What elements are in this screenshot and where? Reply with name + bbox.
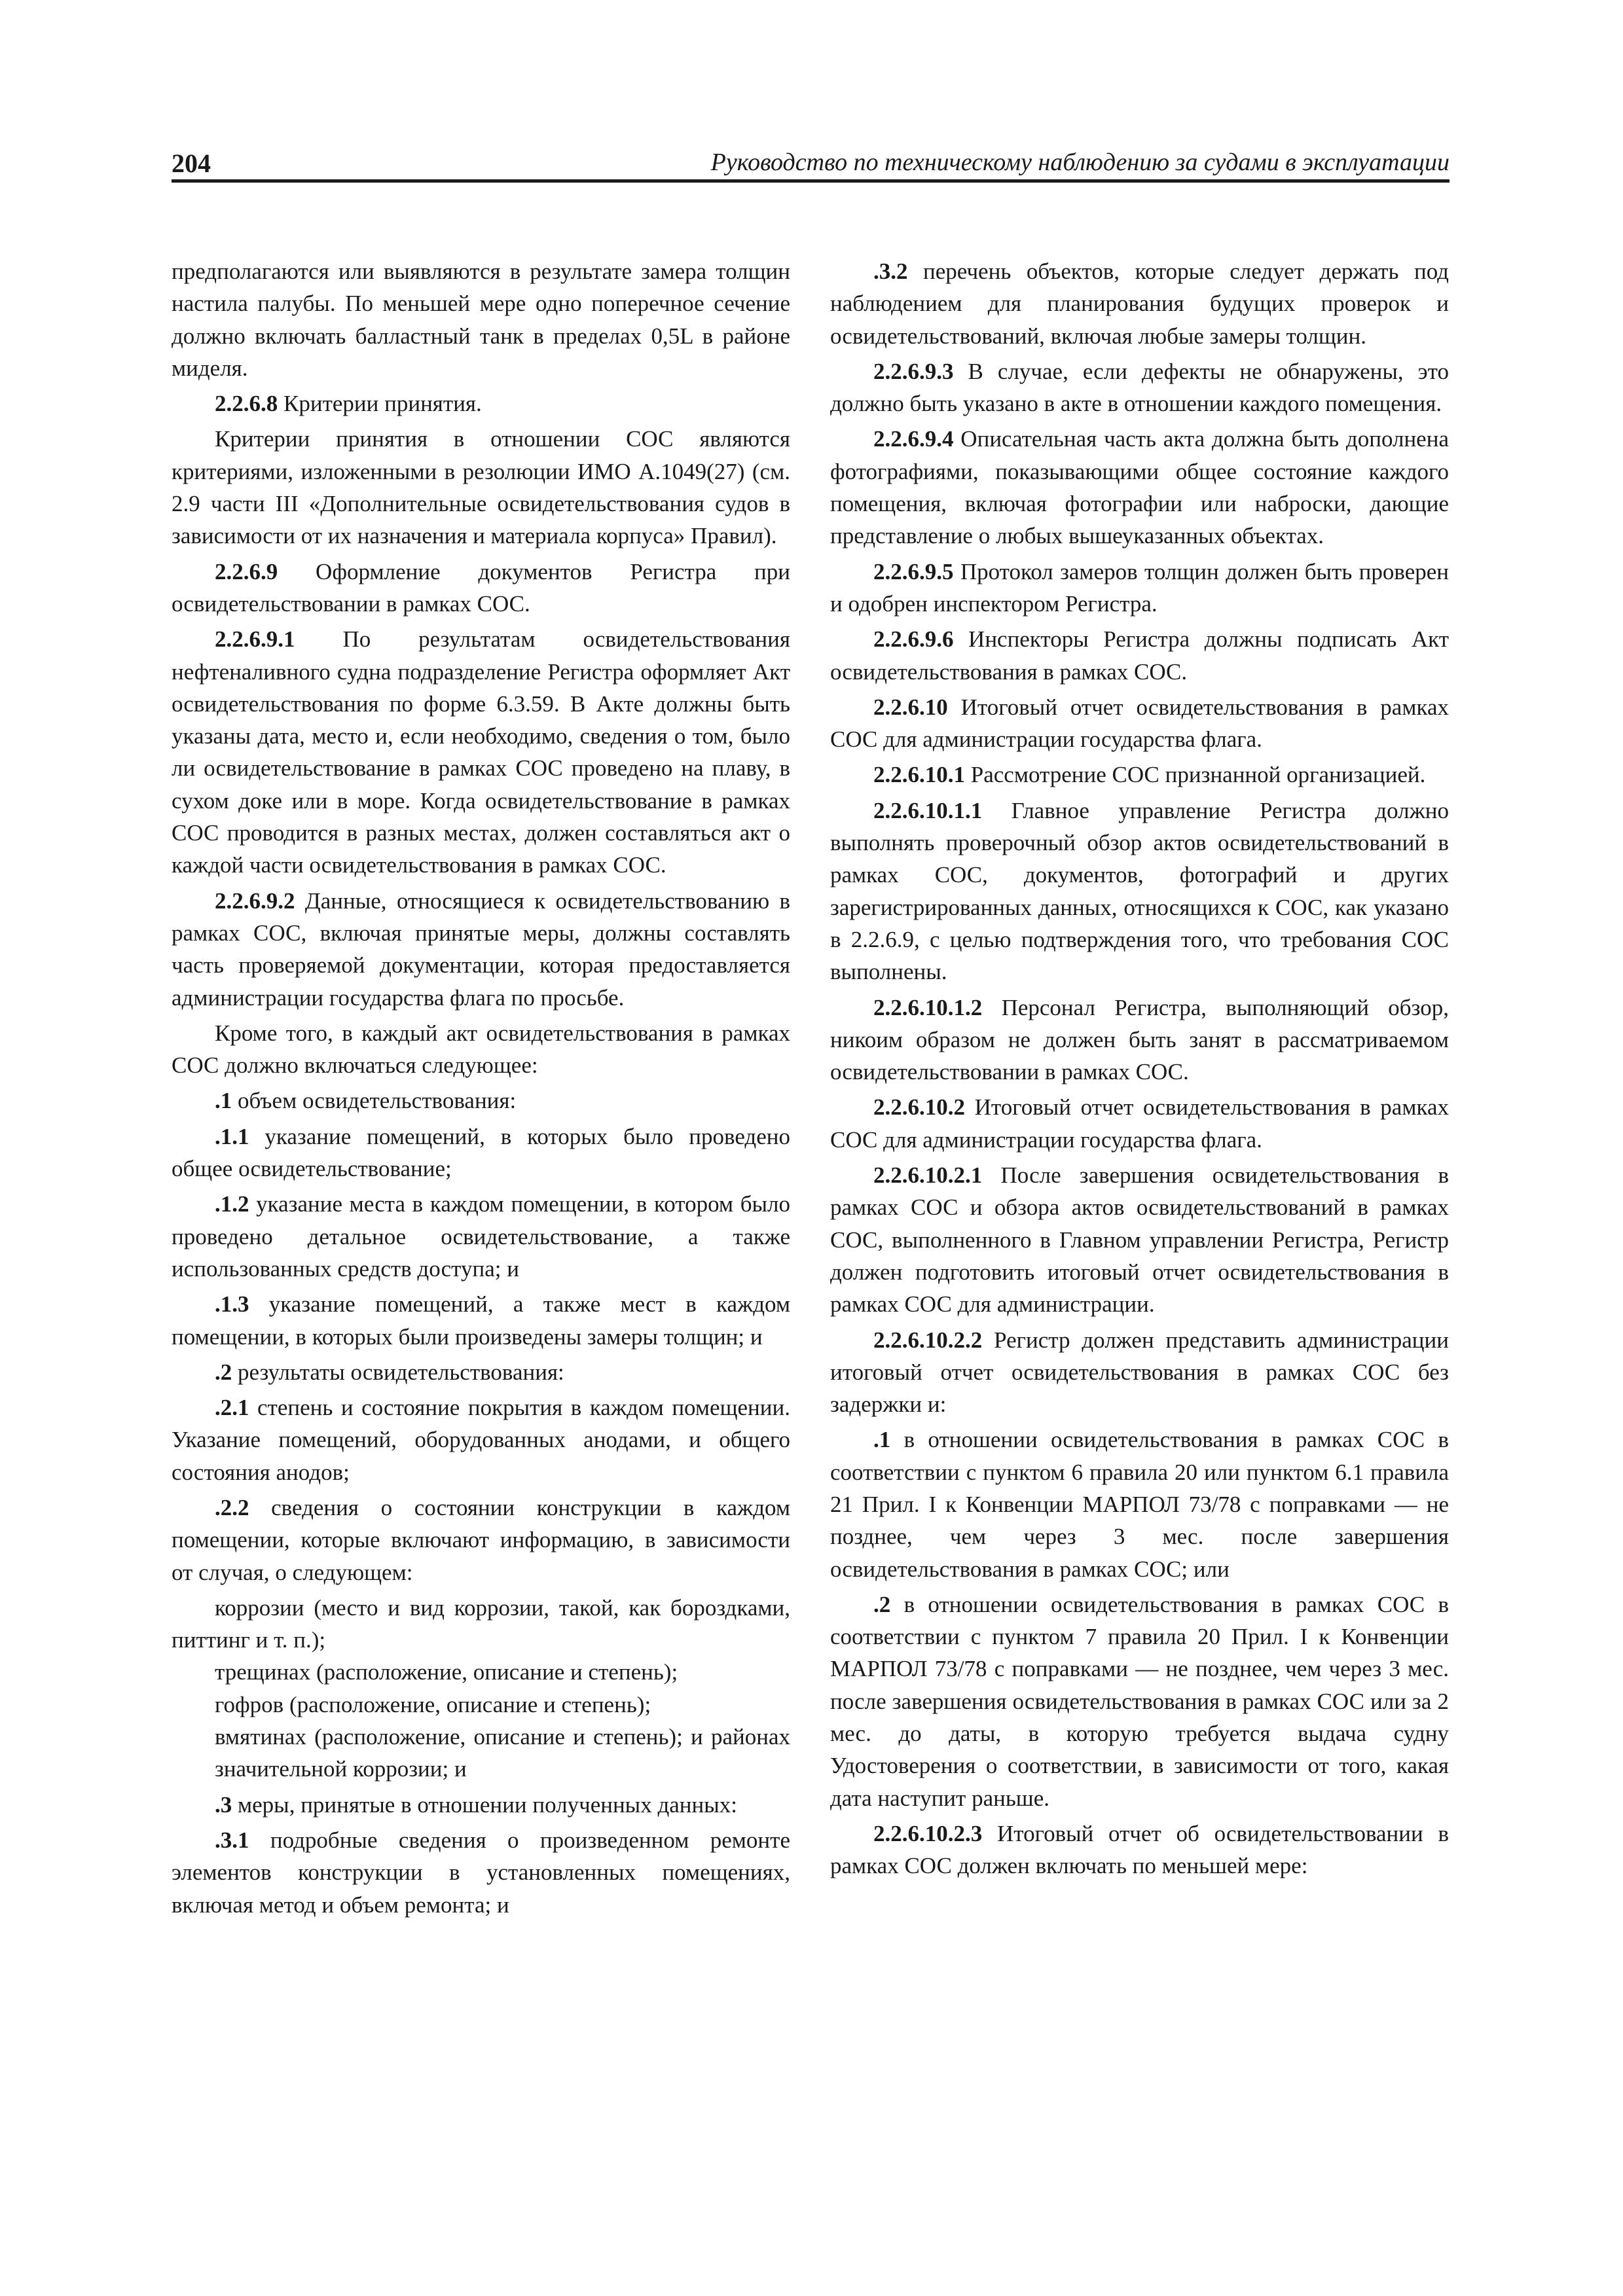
item-text: трещинах (расположение, описание и степень);	[215, 1659, 678, 1685]
paragraph	[830, 556, 1449, 620]
clause-number: 2.2.6.10.2.3	[873, 1820, 983, 1846]
list-item	[172, 1592, 790, 1657]
list-item	[172, 1824, 790, 1921]
paragraph-text: Критерии принятия.	[278, 391, 482, 417]
list-item	[172, 1188, 790, 1285]
running-title: Руководство по техническому наблюдению за судами в эксплуатации	[710, 149, 1450, 176]
item-number: .3.2	[873, 259, 908, 284]
paragraph-text: Итоговый отчет освидетельствования в рамках СОС для администрации государства флага.	[830, 1094, 1449, 1153]
list-item	[172, 1356, 790, 1388]
item-text: вмятинах (расположение, описание и степень); и районах значительной коррозии; и	[215, 1724, 790, 1782]
paragraph	[172, 1017, 790, 1082]
item-text: степень и состояние покрытия в каждом помещении. Указание помещений, оборудованных анодами, и общего состояния анодов;	[172, 1395, 790, 1485]
paragraph-text: Регистр должен представить администрации итоговый отчет освидетельствования в рамках СОС без задержки и:	[830, 1327, 1449, 1418]
paragraph-text: Рассмотрение СОС признанной организацией.	[965, 762, 1426, 788]
paragraph	[830, 1159, 1449, 1320]
item-number: .2	[215, 1359, 232, 1385]
item-text: подробные сведения о произведенном ремонте элементов конструкции в установленных помещениях, включая метод и объем ремонта; и	[172, 1827, 790, 1918]
right-column	[830, 255, 1449, 1882]
clause-number: 2.2.6.9	[215, 558, 278, 584]
clause-number: 2.2.6.9.4	[873, 426, 954, 452]
item-number: .3	[215, 1791, 232, 1818]
item-number: .1.1	[215, 1123, 249, 1149]
list-item	[830, 1424, 1449, 1585]
paragraph	[830, 691, 1449, 756]
item-text: указание места в каждом помещении, в котором было проведено детальное освидетельствование, а также использованных средств доступа; и	[172, 1191, 790, 1282]
list-item	[830, 1588, 1449, 1814]
paragraph	[830, 355, 1449, 420]
paragraph-text: Критерии принятия в отношении СОС являются критериями, изложенными в резолюции ИМО А.1049(27) (см. 2.9 части III «Дополнительные освидетельствования судов в зависимости от их назначения и материала корпуса» Правил).	[172, 426, 790, 549]
clause-number: 2.2.6.10.1	[873, 762, 965, 788]
page-number: 204	[172, 149, 211, 178]
list-item	[172, 1288, 790, 1353]
item-text: коррозии (место и вид коррозии, такой, как бороздками, питтинг и т. п.);	[172, 1594, 790, 1653]
paragraph	[830, 795, 1449, 988]
paragraph	[830, 759, 1449, 791]
list-item	[172, 1085, 790, 1117]
item-number: .2.2	[215, 1494, 249, 1520]
item-number: .1	[873, 1427, 891, 1453]
paragraph	[830, 992, 1449, 1088]
clause-number: 2.2.6.10.1.1	[873, 797, 983, 823]
item-text: перечень объектов, которые следует держать под наблюдением для планирования будущих проверок и освидетельствований, включая любые замеры толщин.	[830, 259, 1449, 349]
paragraph-text: По результатам освидетельствования нефтеналивного судна подразделение Регистра оформляет Акт освидетельствования по форме 6.3.59. В Акте должны быть указаны дата, место и, если необходимо, сведения о том, было ли освидетельствование в рамках СОС проведено на плаву, в сухом доке или в море. Когда освидетельствование в рамках СОС проводится в разных местах, должен составляться акт о каждой части освидетельствования в рамках СОС.	[172, 626, 790, 878]
clause-number: 2.2.6.9.5	[873, 558, 954, 584]
clause-number: 2.2.6.9.6	[873, 626, 954, 653]
paragraph-text: Главное управление Регистра должно выполнять проверочный обзор актов освидетельствований в рамках СОС, документов, фотографий и других зарегистрированных данных, относящихся к СОС, как указано в 2.2.6.9, с целью подтверждения того, что требования СОС выполнены.	[830, 797, 1449, 985]
paragraph-text: Описательная часть акта должна быть дополнена фотографиями, показывающими общее состояние каждого помещения, включая фотографии или наброски, дающие представление о любых вышеуказанных объектах.	[830, 426, 1449, 549]
paragraph-text: Данные, относящиеся к освидетельствованию в рамках СОС, включая принятые меры, должны составлять часть проверяемой документации, которая предоставляется администрации государства флага по просьбе.	[172, 888, 790, 1011]
item-text: указание помещений, в которых было проведено общее освидетельствование;	[172, 1123, 790, 1182]
paragraph-text: предполагаются или выявляются в результате замера толщин настила палубы. По меньшей мере одно поперечное сечение должно включать балластный танк в пределах 0,5L в районе миделя.	[172, 259, 790, 381]
list-item	[172, 1656, 790, 1688]
clause-number: 2.2.6.9.3	[873, 358, 954, 384]
item-number: .1.3	[215, 1291, 249, 1318]
paragraph	[172, 623, 790, 881]
paragraph	[172, 387, 790, 420]
clause-number: 2.2.6.9.1	[215, 626, 295, 653]
paragraph-text: В случае, если дефекты не обнаружены, это должно быть указано в акте в отношении каждого помещения.	[830, 358, 1449, 417]
paragraph-text: Итоговый отчет освидетельствования в рамках СОС для администрации государства флага.	[830, 694, 1449, 753]
item-number: .2.1	[215, 1395, 249, 1421]
paragraph-text: Протокол замеров толщин должен быть проверен и одобрен инспектором Регистра.	[830, 558, 1449, 617]
paragraph-text: Инспекторы Регистра должны подписать Акт освидетельствования в рамках СОС.	[830, 626, 1449, 685]
item-text: в отношении освидетельствования в рамках СОС в соответствии с пунктом 7 правила 20 Прил. I к Конвенции МАРПОЛ 73/78 с поправками — не позднее, чем через 3 мес. после завершения освидетельствования в рамках СОС или за 2 мес. до даты, в которую требуется выдача судну Удостоверения о соответствии, в зависимости от того, какая дата наступит раньше.	[830, 1591, 1449, 1811]
paragraph	[830, 1091, 1449, 1156]
list-item	[830, 255, 1449, 352]
paragraph	[172, 885, 790, 1014]
paragraph-text: Кроме того, в каждый акт освидетельствования в рамках СОС должно включаться следующее:	[172, 1020, 790, 1079]
item-number: .3.1	[215, 1827, 249, 1853]
left-column	[172, 255, 790, 1921]
item-text: указание помещений, а также мест в каждом помещении, в которых были произведены замеры толщин; и	[172, 1291, 790, 1350]
page-header	[172, 145, 1450, 183]
clause-number: 2.2.6.9.2	[215, 888, 295, 914]
paragraph	[830, 423, 1449, 552]
paragraph	[830, 623, 1449, 688]
item-text: объем освидетельствования:	[232, 1088, 517, 1114]
item-text: меры, принятые в отношении полученных данных:	[232, 1791, 737, 1818]
item-text: гофров (расположение, описание и степень);	[215, 1691, 651, 1717]
clause-number: 2.2.6.8	[215, 391, 278, 417]
list-item	[172, 1121, 790, 1185]
paragraph	[830, 1818, 1449, 1882]
paragraph	[172, 423, 790, 552]
paragraph-text: После завершения освидетельствования в рамках СОС и обзора актов освидетельствований в рамках СОС, выполненного в Главном управлении Регистра, Регистр должен подготовить итоговый отчет освидетельствования в рамках СОС для администрации.	[830, 1162, 1449, 1318]
item-number: .1.2	[215, 1191, 249, 1217]
list-item	[172, 1391, 790, 1488]
clause-number: 2.2.6.10.2.1	[873, 1162, 983, 1189]
item-text: в отношении освидетельствования в рамках СОС в соответствии с пунктом 6 правила 20 или пунктом 6.1 правила 21 Прил. I к Конвенции МАРПОЛ 73/78 с поправками — не позднее, чем через 3 мес. после завершения освидетельствования в рамках СОС; или	[830, 1427, 1449, 1582]
clause-number: 2.2.6.10.2.2	[873, 1327, 983, 1353]
item-number: .1	[215, 1088, 232, 1114]
paragraph-text: Персонал Регистра, выполняющий обзор, никоим образом не должен быть занят в рассматриваемом освидетельствовании в рамках СОС.	[830, 994, 1449, 1085]
paragraph	[172, 255, 790, 384]
paragraph-text: Итоговый отчет об освидетельствовании в рамках СОС должен включать по меньшей мере:	[830, 1820, 1449, 1879]
clause-number: 2.2.6.10.1.2	[873, 994, 983, 1020]
list-item	[172, 1689, 790, 1721]
item-text: сведения о состоянии конструкции в каждом помещении, которые включают информацию, в зависимости от случая, о следующем:	[172, 1494, 790, 1585]
list-item	[172, 1492, 790, 1588]
list-item	[172, 1721, 790, 1785]
item-number: .2	[873, 1591, 891, 1617]
paragraph	[172, 556, 790, 620]
clause-number: 2.2.6.10.2	[873, 1094, 965, 1121]
paragraph-text: Оформление документов Регистра при освидетельствовании в рамках СОС.	[172, 558, 790, 617]
list-item	[172, 1789, 790, 1821]
clause-number: 2.2.6.10	[873, 694, 948, 720]
paragraph	[830, 1324, 1449, 1421]
item-text: результаты освидетельствования:	[232, 1359, 564, 1385]
